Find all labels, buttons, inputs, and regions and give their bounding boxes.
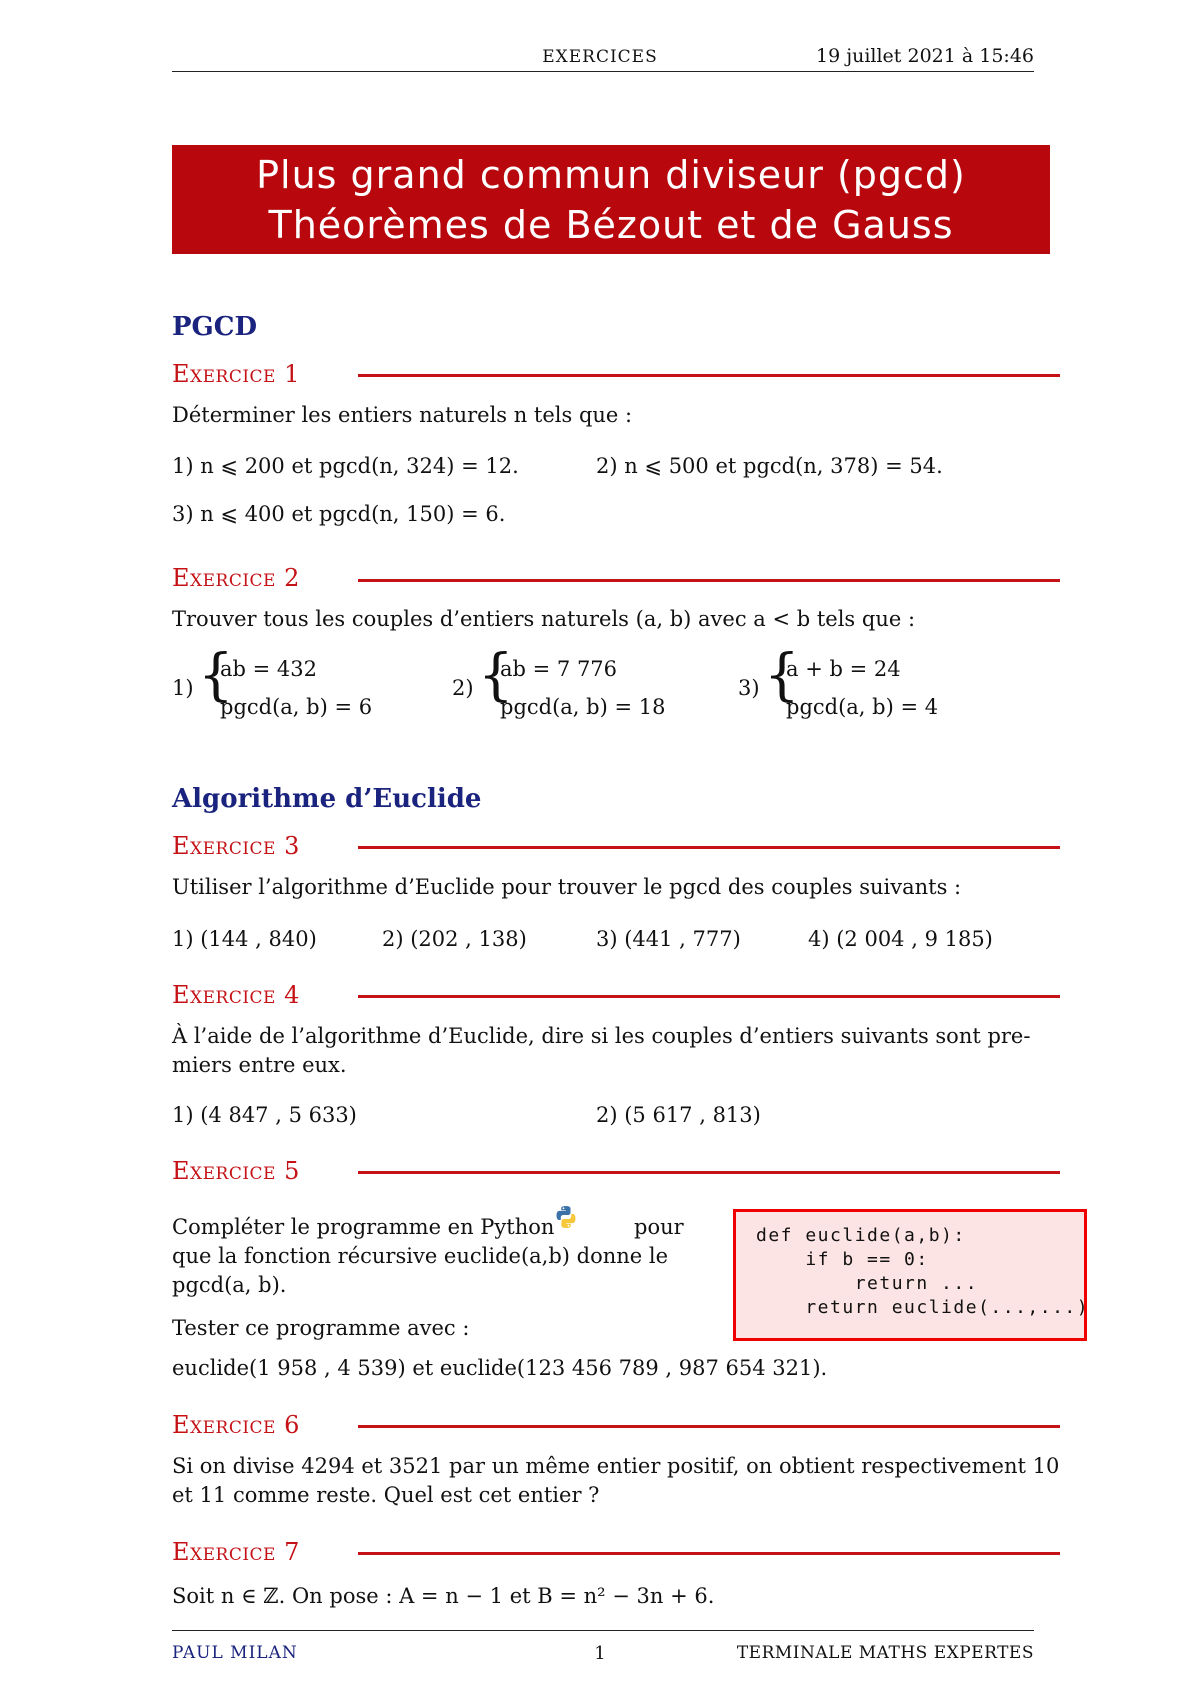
exercise-2-system-2-line-1: ab = 7 776 [500, 657, 618, 681]
footer-divider [172, 1630, 1034, 1631]
exercise-7-line-1: Soit n ∈ ℤ. On pose : A = n − 1 et B = n² − 3n + 6. [172, 1584, 715, 1608]
exercise-5-line-1b: pour [634, 1215, 684, 1239]
exercise-5-line-4: Tester ce programme avec : [172, 1316, 470, 1340]
footer-page-number: 1 [594, 1643, 606, 1664]
system-1-brace: { [198, 643, 234, 708]
title-line-1: Plus grand commun diviseur (pgcd) [256, 153, 966, 197]
exercise-7-rule [358, 1552, 1060, 1555]
exercise-5-rule [358, 1171, 1060, 1174]
exercise-2-system-1-label: 1) [172, 676, 194, 700]
footer-course: TERMINALE MATHS EXPERTES [736, 1643, 1034, 1663]
section-pgcd: PGCD [172, 312, 257, 342]
exercise-1-rule [358, 374, 1060, 377]
exercise-5-line-3: pgcd(a, b). [172, 1273, 287, 1297]
python-code-box [733, 1209, 1090, 1341]
exercise-1-item-3: 3) n ⩽ 400 et pgcd(n, 150) = 6. [172, 502, 506, 526]
exercise-7-heading: Exercice 7 [172, 1538, 300, 1566]
exercise-5-line-1: Compléter le programme en Python [172, 1215, 555, 1239]
exercise-4-item-1: 1) (4 847 , 5 633) [172, 1103, 357, 1127]
exercise-2-system-1-line-2: pgcd(a, b) = 6 [220, 695, 373, 719]
exercise-5-line-1-wrap [172, 1213, 578, 1242]
exercise-5-line-5: euclide(1 958 , 4 539) et euclide(123 456 789 , 987 654 321). [172, 1356, 828, 1380]
section-euclide: Algorithme d’Euclide [172, 784, 482, 814]
exercise-2-system-2-line-2: pgcd(a, b) = 18 [500, 695, 666, 719]
exercise-6-line-1: Si on divise 4294 et 3521 par un même entier positif, on obtient respectivement 10 [172, 1454, 1060, 1478]
exercise-3-heading: Exercice 3 [172, 832, 300, 860]
exercise-2-rule [358, 579, 1060, 582]
exercise-4-line-1: À l’aide de l’algorithme d’Euclide, dire si les couples d’entiers suivants sont pre- [172, 1024, 1031, 1048]
exercise-2-heading: Exercice 2 [172, 564, 300, 592]
exercise-3-intro: Utiliser l’algorithme d’Euclide pour trouver le pgcd des couples suivants : [172, 875, 962, 899]
exercise-5-heading: Exercice 5 [172, 1157, 300, 1185]
exercise-4-heading: Exercice 4 [172, 981, 300, 1009]
code-line-1: def euclide(a,b): [756, 1225, 966, 1246]
header-date: 19 juillet 2021 à 15:46 [815, 45, 1034, 67]
exercise-1-item-2: 2) n ⩽ 500 et pgcd(n, 378) = 54. [596, 454, 943, 478]
exercise-2-system-3-line-1: a + b = 24 [786, 657, 901, 681]
exercise-1-item-1: 1) n ⩽ 200 et pgcd(n, 324) = 12. [172, 454, 519, 478]
title-banner [172, 145, 1050, 254]
code-line-2: if b == 0: [756, 1249, 929, 1270]
exercise-4-item-2: 2) (5 617 , 813) [596, 1103, 761, 1127]
code-line-4: return euclide(...,...) [756, 1297, 1090, 1318]
exercise-6-line-2: et 11 comme reste. Quel est cet entier ? [172, 1483, 600, 1507]
header-title: EXERCICES [542, 47, 658, 67]
exercise-1-intro: Déterminer les entiers naturels n tels que : [172, 403, 633, 427]
exercise-2-system-1-line-1: ab = 432 [220, 657, 317, 681]
exercise-3-item-4: 4) (2 004 , 9 185) [808, 927, 993, 951]
footer-author: PAUL MILAN [172, 1643, 298, 1663]
exercise-2-system-3-line-2: pgcd(a, b) = 4 [786, 695, 939, 719]
exercise-4-rule [358, 995, 1060, 998]
exercise-2-system-3-label: 3) [738, 676, 760, 700]
exercise-3-rule [358, 846, 1060, 849]
exercise-2-system-2-label: 2) [452, 676, 474, 700]
exercise-3-item-3: 3) (441 , 777) [596, 927, 741, 951]
exercise-6-heading: Exercice 6 [172, 1411, 300, 1439]
exercise-4-line-2: miers entre eux. [172, 1053, 347, 1077]
title-line-2: Théorèmes de Bézout et de Gauss [268, 203, 954, 247]
exercise-2-intro: Trouver tous les couples d’entiers naturels (a, b) avec a < b tels que : [172, 607, 916, 631]
system-2-brace: { [478, 643, 514, 708]
exercise-3-item-2: 2) (202 , 138) [382, 927, 527, 951]
code-line-3: return ... [756, 1273, 979, 1294]
python-logo-icon [554, 1205, 578, 1229]
system-3-brace: { [764, 643, 800, 708]
header-divider [172, 71, 1034, 72]
exercise-1-heading: Exercice 1 [172, 360, 300, 388]
exercise-3-item-1: 1) (144 , 840) [172, 927, 317, 951]
exercise-5-line-2: que la fonction récursive euclide(a,b) donne le [172, 1244, 669, 1268]
exercise-6-rule [358, 1425, 1060, 1428]
